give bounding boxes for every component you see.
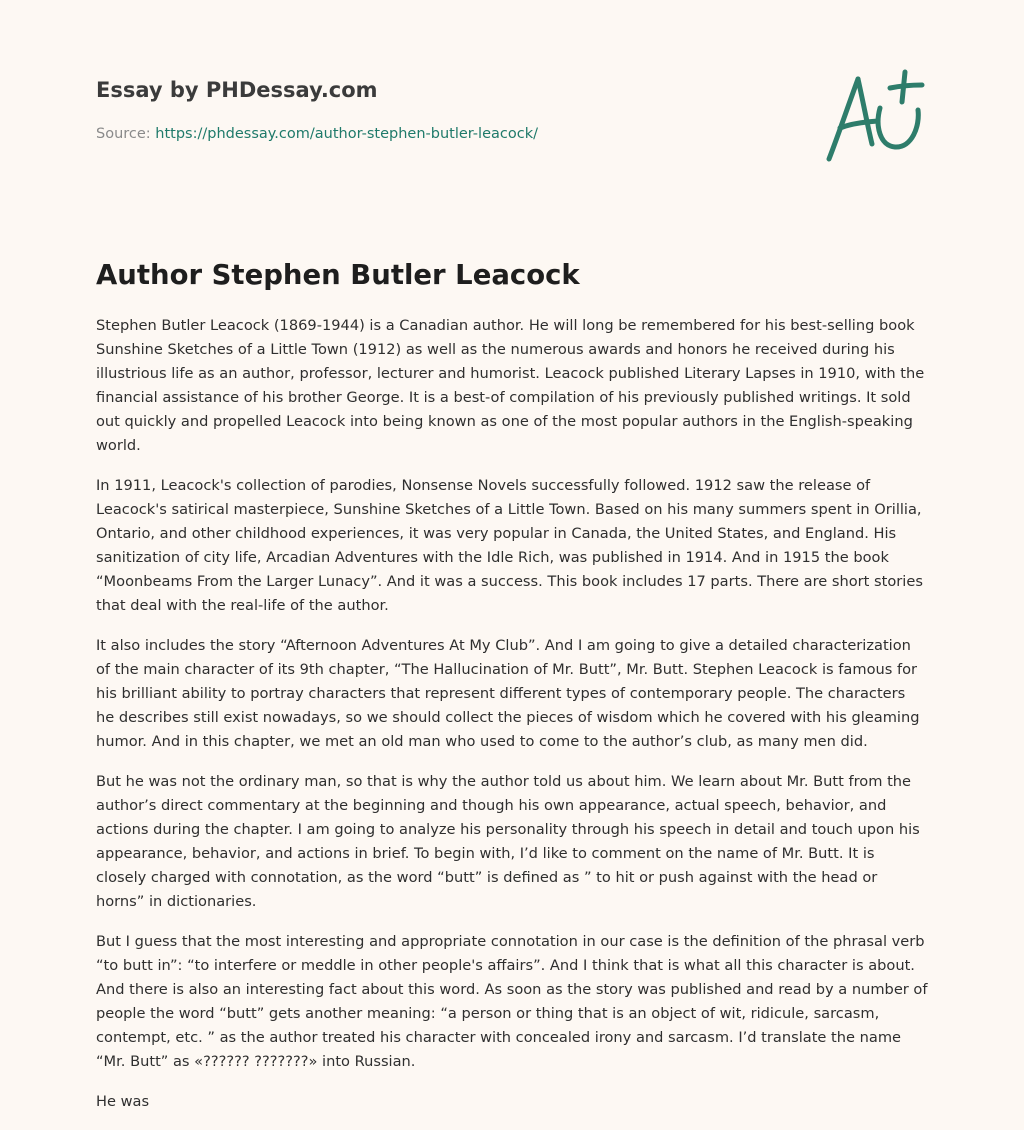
paragraph: In 1911, Leacock's collection of parodies, Nonsense Novels successfully followed. 1912 saw the release of Leacock's satirical masterpiece, Sunshine Sketches of a Little Town. Based on his many summers spent in Orillia, Ontario, and other childhood experiences, it was very popular in Canada, the United States, and England. His sanitization of city life, Arcadian Adventures with the Idle Rich, was published in 1914. And in 1915 the book “Moonbeams From the Larger Lunacy”. And it was a success. This book includes 17 parts. There are short stories that deal with the real-life of the author. bbox=[96, 477, 923, 614]
paragraph: Stephen Butler Leacock (1869-1944) is a Canadian author. He will long be remembered for his best-selling book Sunshine Sketches of a Little Town (1912) as well as the numerous awards and honors he received during his illustrious life as an author, professor, lecturer and humorist. Leacock published Literary Lapses in 1910, with the financial assistance of his brother George. It is a best-of compilation of his previously published writings. It sold out quickly and propelled Leacock into being known as one of the most popular authors in the English-speaking world. bbox=[96, 317, 925, 454]
source-label: Source: bbox=[96, 126, 156, 142]
paragraph: It also includes the story “Afternoon Adventures At My Club”. And I am going to give a detailed characterization of the main character of its 9th chapter, “The Hallucination of Mr. Butt”, Mr. Butt. Stephen Leacock is famous for his brilliant ability to portray characters that represent different types of contemporary people. The characters he describes still exist nowadays, so we should collect the pieces of wisdom which he covered with his gleaming humor. And in this chapter, we met an old man who used to come to the author’s club, as many men did. bbox=[96, 637, 920, 750]
essay-body bbox=[96, 314, 928, 1130]
a-plus-logo-svg bbox=[820, 66, 930, 166]
essay-header bbox=[96, 76, 796, 144]
a-plus-grade-icon bbox=[820, 66, 930, 166]
paragraph: But he was not the ordinary man, so that is why the author told us about him. We learn about Mr. Butt from the author’s direct commentary at the beginning and though his own appearance, actual speech, behavior, and actions during the chapter. I am going to analyze his personality through his speech in detail and touch upon his appearance, behavior, and actions in brief. To begin with, I’d like to comment on the name of Mr. Butt. It is closely charged with connotation, as the word “butt” is defined as ” to hit or push against with the head or horns” in dictionaries. bbox=[96, 773, 920, 910]
essay-title: Author Stephen Butler Leacock bbox=[96, 259, 580, 291]
paragraph: He was bbox=[96, 1093, 150, 1110]
source-link[interactable]: https://phdessay.com/author-stephen-butler-leacock/ bbox=[155, 126, 538, 142]
site-brand: Essay by PHDessay.com bbox=[96, 78, 378, 102]
paragraph: But I guess that the most interesting and appropriate connotation in our case is the definition of the phrasal verb “to butt in”: “to interfere or meddle in other people's affairs”. And I think that is what all this character is about. And there is also an interesting fact about this word. As soon as the story was published and read by a number of people the word “butt” gets another meaning: “a person or thing that is an object of wit, ridicule, sarcasm, contempt, etc. ” as the author treated his character with concealed irony and sarcasm. I’d translate the name “Mr. Butt” as «?????? ???????» into Russian. bbox=[96, 933, 928, 1070]
source-line bbox=[96, 124, 796, 144]
